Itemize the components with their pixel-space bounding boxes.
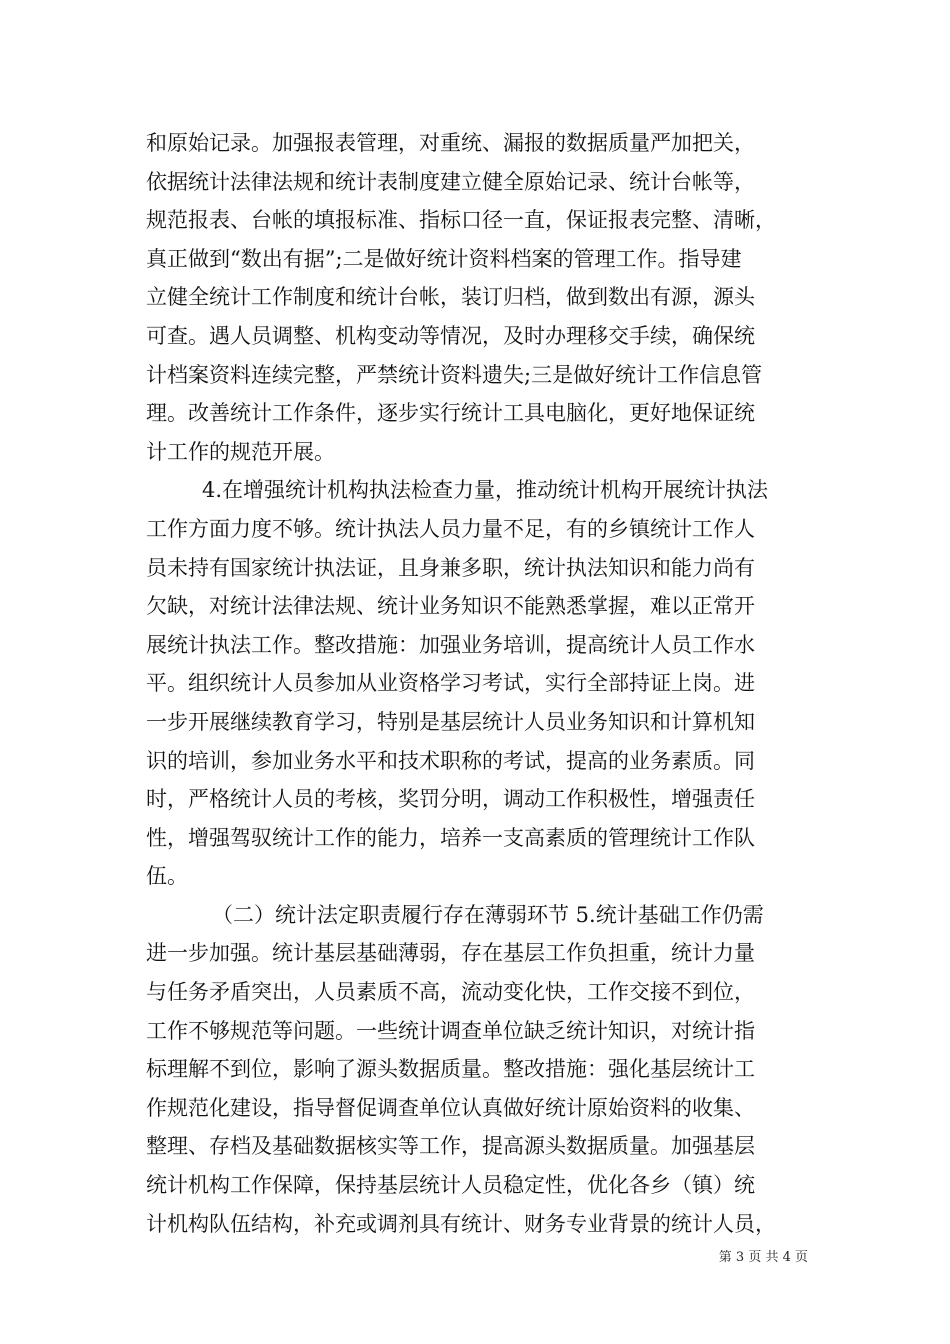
document-body: [146, 124, 822, 1243]
text-line: 标理解不到位，影响了源头数据质量。整改措施：强化基层统计工: [146, 1057, 755, 1082]
text-line: 工作不够规范等问题。一些统计调查单位缺乏统计知识，对统计指: [146, 1018, 755, 1043]
text-line: 可查。遇人员调整、机构变动等情况，及时办理移交手续，确保统: [146, 323, 755, 348]
text-line: 整理、存档及基础数据核实等工作，提高源头数据质量。加强基层: [146, 1134, 755, 1159]
section-heading-line: （二）统计法定职责履行存在薄弱环节 5.统计基础工作仍需: [212, 902, 764, 927]
text-line: 真正做到“数出有据”;二是做好统计资料档案的管理工作。指导建: [146, 246, 742, 271]
text-line: 规范报表、台帐的填报标准、指标口径一直，保证报表完整、清晰，: [146, 208, 776, 233]
text-line: 计工作的规范开展。: [146, 439, 335, 464]
paragraph-first-line: 4.在增强统计机构执法检查力量，推动统计机构开展统计执法: [202, 478, 769, 503]
text-line: 欠缺，对统计法律法规、统计业务知识不能熟悉掌握，难以正常开: [146, 594, 755, 619]
text-line: 立健全统计工作制度和统计台帐，装订归档，做到数出有源，源头: [146, 285, 755, 310]
text-line: 工作方面力度不够。统计执法人员力量不足，有的乡镇统计工作人: [146, 516, 755, 541]
text-line: 平。组织统计人员参加从业资格学习考试，实行全部持证上岗。进: [146, 671, 755, 696]
text-line: 伍。: [146, 864, 188, 889]
text-line: 进一步加强。统计基层基础薄弱，存在基层工作负担重，统计力量: [146, 941, 755, 966]
text-line: 计机构队伍结构，补充或调剂具有统计、财务专业背景的统计人员，: [146, 1211, 776, 1236]
text-line: 计档案资料连续完整，严禁统计资料遗失;三是做好统计工作信息管: [146, 362, 763, 387]
text-line: 依据统计法律法规和统计表制度建立健全原始记录、统计台帐等，: [146, 169, 755, 194]
text-line: 和原始记录。加强报表管理，对重统、漏报的数据质量严加把关，: [146, 131, 755, 155]
text-line: 统计机构工作保障，保持基层统计人员稳定性，优化各乡（镇）统: [146, 1173, 755, 1198]
text-line: 与任务矛盾突出，人员素质不高，流动变化快，工作交接不到位，: [146, 980, 755, 1005]
text-line: 一步开展继续教育学习，特别是基层统计人员业务知识和计算机知: [146, 709, 755, 734]
page-number: 第 3 页 共 4 页: [718, 1250, 808, 1265]
text-line: 识的培训，参加业务水平和技术职称的考试，提高的业务素质。同: [146, 748, 755, 773]
text-line: 员未持有国家统计执法证，且身兼多职，统计执法知识和能力尚有: [146, 555, 755, 580]
text-line: 理。改善统计工作条件，逐步实行统计工具电脑化，更好地保证统: [146, 401, 755, 426]
text-line: 作规范化建设，指导督促调查单位认真做好统计原始资料的收集、: [146, 1095, 755, 1120]
text-line: 性，增强驾驭统计工作的能力，培养一支高素质的管理统计工作队: [146, 825, 755, 850]
text-line: 时，严格统计人员的考核，奖罚分明，调动工作积极性，增强责任: [146, 787, 755, 812]
text-line: 展统计执法工作。整改措施：加强业务培训，提高统计人员工作水: [146, 632, 755, 657]
